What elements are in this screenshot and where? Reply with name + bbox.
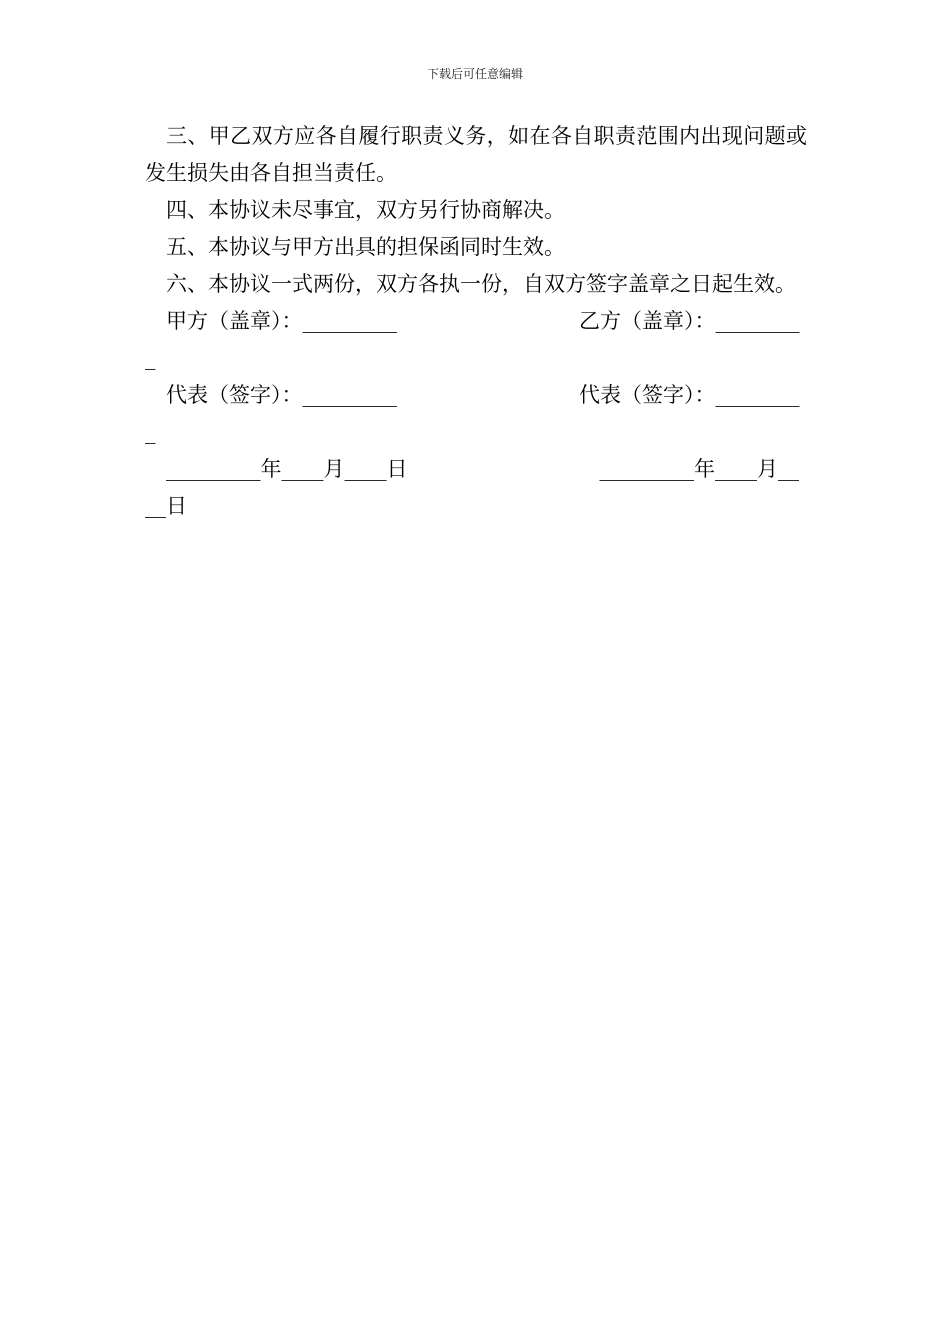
party-b-date-field: _________年____月____日 — [145, 457, 799, 518]
party-a-representative-field: 代表（签字）：_________ — [166, 383, 397, 407]
page-header: 下载后可任意编辑 — [426, 67, 523, 81]
document-body — [145, 118, 807, 525]
clause-5: 五、本协议与甲方出具的担保函同时生效。 — [166, 235, 565, 259]
seal-line — [145, 303, 807, 377]
party-a-date-field: _________年____月____日 — [166, 457, 408, 481]
representative-line — [145, 377, 807, 451]
clause-4: 四、本协议未尽事宜，双方另行协商解决。 — [166, 198, 565, 222]
date-line — [145, 451, 807, 525]
party-b-seal-field: 乙方（盖章）：_________ — [145, 309, 800, 370]
clause-3: 三、甲乙双方应各自履行职责义务，如在各自职责范围内出现问题或发生损失由各自担当责任。 — [145, 124, 807, 185]
party-a-seal-field: 甲方（盖章）：_________ — [166, 309, 397, 333]
party-b-representative-field: 代表（签字）：_________ — [145, 383, 800, 444]
clause-6: 六、本协议一式两份，双方各执一份，自双方签字盖章之日起生效。 — [166, 272, 796, 296]
